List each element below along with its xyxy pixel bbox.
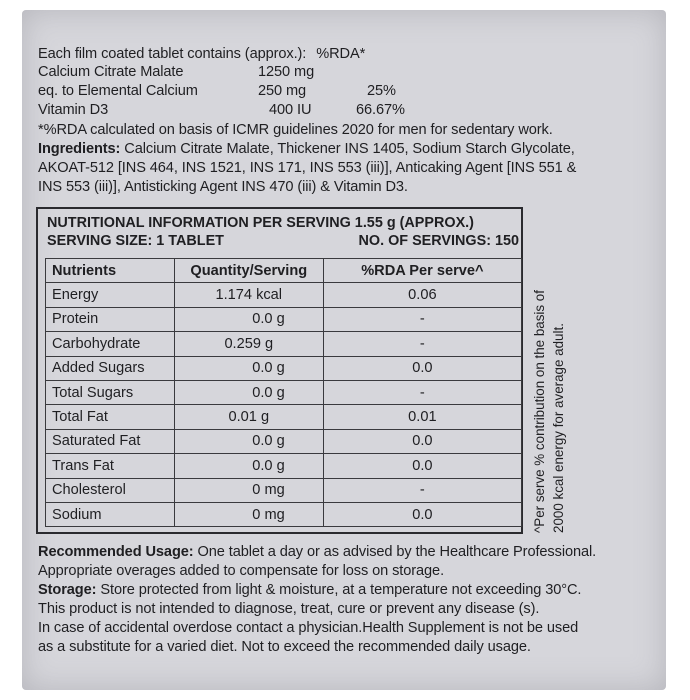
table-row: [46, 478, 522, 502]
column-header: Quantity/Serving: [174, 259, 323, 283]
ingredients-text: Calcium Citrate Malate, Thickener INS 1405, Sodium Starch Glycolate,: [120, 141, 575, 157]
usage-line: [38, 543, 596, 562]
disclaimer-line: In case of accidental overdose contact a physician.Health Supplement is not be used: [38, 620, 579, 636]
nutrient-name: Sodium: [46, 502, 175, 526]
nutrient-rda: 0.0: [323, 356, 521, 380]
nutrient-qty: 0.0 g: [174, 356, 323, 380]
nutrient-qty: 1.174 kcal: [174, 283, 323, 307]
ingredients-line: INS 553 (iii)], Antisticking Agent INS 470 (iii) & Vitamin D3.: [38, 179, 408, 195]
nutrient-qty: 0 mg: [174, 502, 323, 526]
composition-item-rda: 25%: [367, 83, 396, 99]
nutrient-qty: 0 mg: [174, 478, 323, 502]
table-row: [46, 356, 522, 380]
disclaimer-line: as a substitute for a varied diet. Not to exceed the recommended daily usage.: [38, 639, 531, 655]
rda-header: %RDA*: [316, 46, 366, 62]
nutrient-qty: 0.01 g: [174, 405, 323, 429]
nutrient-qty: 0.0 g: [174, 380, 323, 404]
nutrient-rda: 0.0: [323, 429, 521, 453]
nutrient-qty: 0.0 g: [174, 429, 323, 453]
ingredients-line: AKOAT-512 [INS 464, INS 1521, INS 171, INS 553 (iii)], Anticaking Agent [INS 551 &: [38, 160, 577, 176]
nutrient-name: Trans Fat: [46, 454, 175, 478]
nutrient-rda: 0.0: [323, 454, 521, 478]
table-row: [46, 380, 522, 404]
nutrient-name: Cholesterol: [46, 478, 175, 502]
table-row: [46, 307, 522, 331]
disclaimer-line: This product is not intended to diagnose, treat, cure or prevent any disease (s).: [38, 601, 540, 617]
storage-line: [38, 581, 581, 600]
composition-header-text: Each film coated tablet contains (approx.):: [38, 46, 307, 62]
side-note: ^Per serve % contribution on the basis of: [532, 290, 547, 533]
serving-size: SERVING SIZE: 1 TABLET: [47, 233, 224, 249]
composition-item-name: Calcium Citrate Malate: [38, 64, 184, 80]
nutrition-panel: [36, 207, 523, 534]
composition-item-name: Vitamin D3: [38, 102, 109, 118]
servings-count: NO. OF SERVINGS: 150: [358, 233, 519, 249]
composition-item-amount: 400 IU: [269, 102, 312, 118]
table-row: [46, 502, 522, 526]
side-note: 2000 kcal energy for average adult.: [551, 323, 566, 533]
nutrient-name: Added Sugars: [46, 356, 175, 380]
nutrient-rda: -: [323, 478, 521, 502]
nutrient-rda: 0.06: [323, 283, 521, 307]
nutrient-name: Energy: [46, 283, 175, 307]
nutrient-rda: 0.0: [323, 502, 521, 526]
ingredients-line: [38, 140, 575, 159]
table-row: [46, 429, 522, 453]
table-row: [46, 454, 522, 478]
nutrient-qty: 0.259 g: [174, 332, 323, 356]
ingredients-label: Ingredients:: [38, 141, 121, 157]
nutrient-qty: 0.0 g: [174, 307, 323, 331]
table-row: [46, 405, 522, 429]
nutrient-name: Total Sugars: [46, 380, 175, 404]
column-header: %RDA Per serve^: [323, 259, 521, 283]
composition-header: [38, 45, 365, 64]
table-row: [46, 332, 522, 356]
nutrition-title: NUTRITIONAL INFORMATION PER SERVING 1.55 g (APPROX.): [47, 215, 474, 231]
usage-text: One tablet a day or as advised by the Healthcare Professional.: [193, 544, 597, 560]
composition-item-amount: 1250 mg: [258, 64, 315, 80]
nutrient-name: Carbohydrate: [46, 332, 175, 356]
nutrient-name: Protein: [46, 307, 175, 331]
composition-item-name: eq. to Elemental Calcium: [38, 83, 198, 99]
composition-item-amount: 250 mg: [258, 83, 307, 99]
rda-footnote: *%RDA calculated on basis of ICMR guidelines 2020 for men for sedentary work.: [38, 122, 553, 138]
nutrient-rda: 0.01: [323, 405, 521, 429]
usage-label: Recommended Usage:: [38, 544, 194, 560]
nutrient-name: Saturated Fat: [46, 429, 175, 453]
nutrition-table: [45, 258, 522, 527]
nutrient-rda: -: [323, 307, 521, 331]
nutrient-rda: -: [323, 380, 521, 404]
nutrient-name: Total Fat: [46, 405, 175, 429]
nutrient-rda: -: [323, 332, 521, 356]
composition-item-rda: 66.67%: [356, 102, 405, 118]
storage-label: Storage:: [38, 582, 97, 598]
column-header: Nutrients: [46, 259, 175, 283]
usage-line: Appropriate overages added to compensate for loss on storage.: [38, 563, 445, 579]
storage-text: Store protected from light & moisture, at a temperature not exceeding 30°C.: [96, 582, 582, 598]
table-header-row: [46, 259, 522, 283]
table-row: [46, 283, 522, 307]
nutrient-qty: 0.0 g: [174, 454, 323, 478]
